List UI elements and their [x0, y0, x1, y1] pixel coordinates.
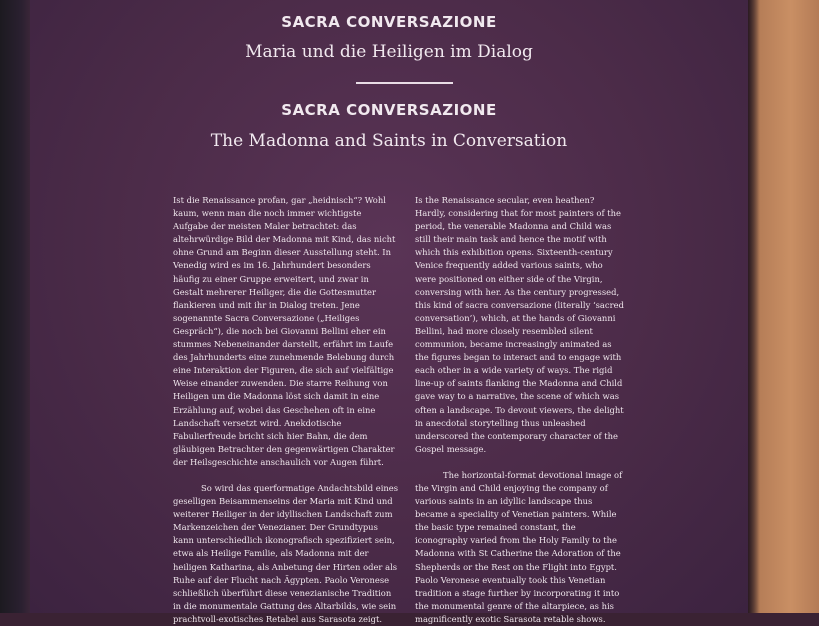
- german-paragraph-1: Ist die Renaissance profan, gar „heidnisch“? Wohl kaum, wenn man die noch immer wichtigste Aufgabe der meisten Maler betrachtet: das altehrwürdige Bild der Madonna mit Kind, das nicht ohne Grund am Beginn dieser Ausstellung steht. In Venedig wird es im 16. Jahrhundert besonders häufig zu einer Gruppe erweitert, und zwar in Gestalt mehrerer Heiliger, die die Gottesmutter flankieren und mit ihr in Dialog treten. Jene sogenannte Sacra Conversazione („Heiliges Gespräch“), die noch bei Giovanni Bellini eher ein stummes Nebeneinander darstellt, erfährt im Laufe des Jahrhunderts eine zunehmende Belebung durch eine Interaktion der Figuren, die sich auf vielfältige Weise einander zuwenden. Die starre Reihung von Heiligen um die Madonna löst sich damit in eine Erzählung auf, wobei das Geschehen oft in eine Landschaft versetzt wird. Anekdotische Fabulierfreude bricht sich hier Bahn, die dem gläubigen Betrachter den gegenwärtigen Charakter der Heilsgeschichte anschaulich vor Augen führt.: [173, 195, 396, 467]
- german-text-column: [173, 194, 399, 626]
- english-paragraph-2: The horizontal-format devotional image of the Virgin and Child enjoying the company of various saints in an idyllic landscape thus became a speciality of Venetian painters. While the basic type remained constant, the iconography varied from the Holy Family to the Madonna with St Catherine the Adoration of the Shepherds or the Rest on the Flight into Egypt. Paolo Veronese eventually took this Venetian tradition a stage further by incorporating it into the monumental genre of the altarpiece, as his magnificently exotic Sarasota retable shows.: [415, 469, 623, 624]
- adjacent-wall-right: [748, 0, 819, 613]
- english-title: SACRA CONVERSAZIONE: [281, 101, 497, 119]
- title-divider: [356, 82, 453, 84]
- german-paragraph-2: So wird das querformatige Andachtsbild eines geselligen Beisammenseins der Maria mit Kind und weiterer Heiliger in der idyllischen Landschaft zum Markenzeichen der Venezianer. Der Grundtypus kann unterschiedlich ikonografisch spezifiziert sein, etwa als Heilige Familie, als Madonna mit der heiligen Katharina, als Anbetung der Hirten oder als Ruhe auf der Flucht nach Ägypten. Paolo Veronese schließlich überführt diese venezianische Tradition in die monumentale Gattung des Altarbilds, wie sein prachtvoll-exotisches Retabel aus Sarasota zeigt.: [173, 482, 399, 624]
- english-paragraph-1: Is the Renaissance secular, even heathen? Hardly, considering that for most painters of the period, the venerable Madonna and Child was still their main task and hence the motif with which this exhibition opens. Sixteenth-century Venice frequently added various saints, who were positioned on either side of the Virgin, conversing with her. As the century progressed, this kind of sacra conversazione (literally ‘sacred conversation’), which, at the hands of Giovanni Bellini, had more closely resembled silent communion, became increasingly animated as the figures began to interact and to engage with each other in a wide variety of ways. The rigid line-up of saints flanking the Madonna and Child gave way to a narrative, the scene of which was often a landscape. To devout viewers, the delight in anecdotal storytelling thus unleashed underscored the contemporary character of the Gospel message.: [415, 195, 624, 454]
- german-title: SACRA CONVERSAZIONE: [281, 13, 497, 31]
- german-subtitle: Maria und die Heiligen im Dialog: [245, 42, 533, 62]
- english-subtitle: The Madonna and Saints in Conversation: [210, 131, 568, 151]
- wall-shadow: [748, 0, 760, 613]
- english-text-column: [415, 194, 625, 626]
- adjacent-wall-left: [0, 0, 30, 613]
